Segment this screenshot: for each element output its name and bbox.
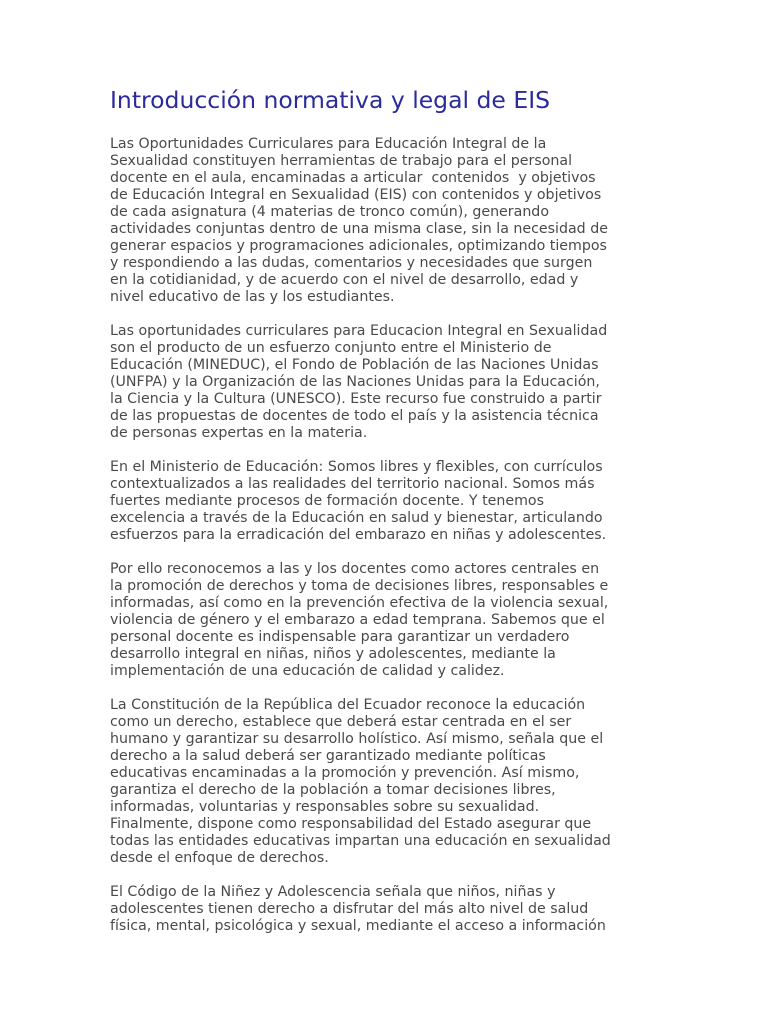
- paragraph-line: (UNFPA) y la Organización de las Naciones Unidas para la Educación,: [110, 374, 600, 390]
- paragraph-line: Educación (MINEDUC), el Fondo de Población de las Naciones Unidas: [110, 357, 599, 373]
- paragraph-line: fuertes mediante procesos de formación docente. Y tenemos: [110, 493, 544, 509]
- paragraph-line: humano y garantizar su desarrollo holístico. Así mismo, señala que el: [110, 731, 604, 747]
- paragraph-line: de las propuestas de docentes de todo el país y la asistencia técnica: [110, 408, 599, 424]
- paragraph-line: En el Ministerio de Educación: Somos libres y flexibles, con currículos: [110, 459, 603, 475]
- paragraph-line: implementación de una educación de calidad y calidez.: [110, 663, 505, 679]
- paragraph-line: El Código de la Niñez y Adolescencia señala que niños, niñas y: [110, 884, 556, 900]
- paragraph-line: excelencia a través de la Educación en salud y bienestar, articulando: [110, 510, 603, 526]
- paragraph-line: desde el enfoque de derechos.: [110, 850, 329, 866]
- paragraph-line: nivel educativo de las y los estudiantes.: [110, 289, 395, 305]
- paragraph-line: actividades conjuntas dentro de una misma clase, sin la necesidad de: [110, 221, 608, 237]
- paragraph-line: Las oportunidades curriculares para Educacion Integral en Sexualidad: [110, 323, 608, 339]
- paragraph-line: Sexualidad constituyen herramientas de trabajo para el personal: [110, 153, 573, 169]
- paragraph-line: esfuerzos para la erradicación del embarazo en niñas y adolescentes.: [110, 527, 607, 543]
- paragraph-line: violencia de género y el embarazo a edad temprana. Sabemos que el: [110, 612, 605, 628]
- paragraph-line: derecho a la salud deberá ser garantizado mediante políticas: [110, 748, 546, 764]
- paragraph-line: generar espacios y programaciones adicionales, optimizando tiempos: [110, 238, 607, 254]
- paragraph-line: adolescentes tienen derecho a disfrutar del más alto nivel de salud: [110, 901, 589, 917]
- body-paragraph: [110, 561, 670, 680]
- body-paragraph: [110, 697, 670, 867]
- paragraph-line: educativas encaminadas a la promoción y prevención. Así mismo,: [110, 765, 580, 781]
- paragraph-line: la Ciencia y la Cultura (UNESCO). Este recurso fue construido a partir: [110, 391, 602, 407]
- paragraph-line: docente en el aula, encaminadas a articular contenidos y objetivos: [110, 170, 596, 186]
- paragraph-line: informadas, así como en la prevención efectiva de la violencia sexual,: [110, 595, 609, 611]
- paragraph-line: en la cotidianidad, y de acuerdo con el nivel de desarrollo, edad y: [110, 272, 579, 288]
- body-paragraph: [110, 323, 670, 442]
- paragraph-line: Las Oportunidades Curriculares para Educación Integral de la: [110, 136, 547, 152]
- paragraph-line: como un derecho, establece que deberá estar centrada en el ser: [110, 714, 572, 730]
- paragraph-line: física, mental, psicológica y sexual, mediante el acceso a información: [110, 918, 606, 934]
- body-paragraph: [110, 459, 670, 544]
- paragraph-line: La Constitución de la República del Ecuador reconoce la educación: [110, 697, 586, 713]
- paragraph-line: de cada asignatura (4 materias de tronco común), generando: [110, 204, 549, 220]
- body-paragraph: [110, 136, 670, 306]
- paragraph-line: la promoción de derechos y toma de decisiones libres, responsables e: [110, 578, 609, 594]
- body-paragraph: [110, 884, 670, 935]
- paragraph-line: desarrollo integral en niñas, niños y adolescentes, mediante la: [110, 646, 556, 662]
- paragraph-line: de personas expertas en la materia.: [110, 425, 368, 441]
- document-title: Introducción normativa y legal de EIS: [110, 86, 551, 114]
- paragraph-line: son el producto de un esfuerzo conjunto entre el Ministerio de: [110, 340, 552, 356]
- paragraph-line: todas las entidades educativas impartan una educación en sexualidad: [110, 833, 611, 849]
- paragraph-line: contextualizados a las realidades del territorio nacional. Somos más: [110, 476, 595, 492]
- paragraph-line: Finalmente, dispone como responsabilidad del Estado asegurar que: [110, 816, 592, 832]
- paragraph-line: de Educación Integral en Sexualidad (EIS) con contenidos y objetivos: [110, 187, 602, 203]
- document-page: [110, 84, 670, 952]
- paragraph-line: Por ello reconocemos a las y los docentes como actores centrales en: [110, 561, 600, 577]
- document-body: [110, 136, 670, 935]
- paragraph-line: garantiza el derecho de la población a tomar decisiones libres,: [110, 782, 556, 798]
- paragraph-line: y respondiendo a las dudas, comentarios y necesidades que surgen: [110, 255, 593, 271]
- paragraph-line: personal docente es indispensable para garantizar un verdadero: [110, 629, 570, 645]
- paragraph-line: informadas, voluntarias y responsables sobre su sexualidad.: [110, 799, 540, 815]
